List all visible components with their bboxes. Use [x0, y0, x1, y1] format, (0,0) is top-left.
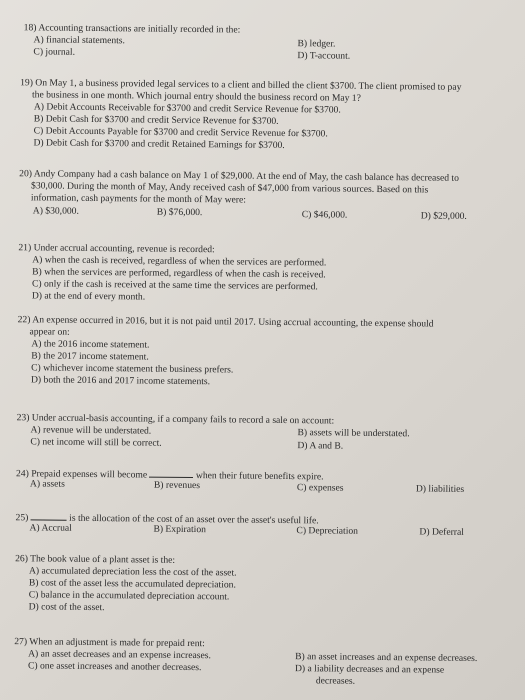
question-18-option-a: A) financial statements.	[33, 34, 126, 47]
question-27-stem: 27) When an adjustment is made for prepaid rent:	[14, 636, 205, 650]
question-25	[15, 510, 505, 543]
question-20-stem-line-3: information, cash payments for the month of May were:	[30, 192, 246, 206]
question-20-option-a: A) $30,000.	[32, 205, 79, 217]
question-25-option-d: D) Deferral	[419, 526, 464, 538]
question-24-answer-blank	[149, 468, 193, 478]
question-20-option-c: C) $46,000.	[301, 209, 348, 221]
question-21	[18, 242, 509, 311]
question-19-option-a: A) Debit Accounts Receivable for $3700 and credit Service Revenue for $3700.	[33, 101, 341, 116]
question-24-option-b: B) revenues	[153, 479, 201, 492]
question-27	[14, 636, 505, 693]
question-23-option-a: A) revenue will be understated.	[30, 424, 152, 437]
question-20	[19, 168, 510, 239]
question-25-answer-blank	[31, 510, 67, 520]
question-24-option-d: D) liabilities	[415, 483, 465, 495]
question-23-option-b: B) assets will be understated.	[297, 427, 410, 440]
question-27-option-d-line-1: D) a liability decreases and an expense	[294, 663, 445, 676]
question-20-stem-line-1: 20) Andy Company had a cash balance on May 1 of $29,000. At the end of May, the cash balance has decreased to	[19, 168, 459, 184]
question-24-option-a: A) assets	[29, 478, 65, 490]
question-22-stem-line-1: 22) An expense occurred in 2016, but it is not paid until 2017. Using accrual accounting, the expense should	[17, 314, 434, 330]
question-23-option-c: C) net income will still be correct.	[30, 436, 162, 449]
question-26-option-c: C) balance in the accumulated depreciation account.	[28, 589, 230, 603]
question-25-option-c: C) Depreciation	[296, 525, 359, 537]
question-24-stem-start: 24) Prepaid expenses will become	[15, 468, 148, 481]
question-23-stem: 23) Under accrual-basis accounting, if a company fails to record a sale on account:	[16, 412, 335, 427]
question-27-option-b: B) an asset increases and an expense decreases.	[295, 651, 478, 665]
question-22-option-d: D) both the 2016 and 2017 income statements.	[30, 374, 211, 388]
question-19-option-b: B) Debit Cash for $3700 and credit Service Revenue for $3700.	[33, 113, 279, 127]
question-22-stem-line-2: appear on:	[29, 326, 70, 338]
question-24	[16, 466, 506, 499]
question-27-option-d-line-2: decreases.	[315, 675, 356, 687]
question-22	[17, 314, 508, 397]
question-25-stem-start: 25)	[15, 512, 29, 524]
question-19-option-c: C) Debit Accounts Payable for $3700 and credit Service Revenue for $3700.	[33, 125, 328, 140]
question-22-option-a: A) the 2016 income statement.	[31, 338, 150, 351]
question-20-stem-line-2: $30,000. During the month of May, Andy received cash of $47,000 from various sources. Based on this	[30, 180, 429, 196]
question-22-option-b: B) the 2017 income statement.	[31, 350, 149, 363]
question-19	[19, 77, 510, 164]
question-18-option-c: C) journal.	[33, 46, 76, 58]
question-24-stem-end: when their future benefits expire.	[195, 470, 324, 483]
question-19-stem-line-1: 19) On May 1, a business provided legal services to a client and billed the client $3700. The client promised to pay	[20, 77, 462, 93]
question-19-option-d: D) Debit Cash for $3700 and credit Retained Earnings for $3700.	[33, 137, 285, 151]
question-23-option-d: D) A and B.	[297, 440, 344, 452]
question-23	[16, 412, 506, 457]
question-18	[23, 22, 503, 77]
question-25-option-a: A) Accrual	[29, 522, 72, 534]
question-25-stem-end: is the allocation of the cost of an asset over the asset's useful life.	[69, 512, 319, 527]
question-20-option-d: D) $29,000.	[420, 210, 467, 222]
question-20-option-b: B) $76,000.	[156, 206, 203, 219]
question-26-option-d: D) cost of the asset.	[28, 601, 105, 614]
question-18-stem: 18) Accounting transactions are initially recorded in the:	[23, 22, 241, 36]
question-26-stem: 26) The book value of a plant asset is the:	[15, 553, 176, 566]
question-19-stem-line-2: the business in one month. Which journal entry should the business record on May 1?	[31, 89, 361, 104]
question-21-option-c: C) only if the cash is received at the same time the services are performed.	[31, 278, 318, 293]
question-25-option-b: B) Expiration	[153, 523, 207, 536]
question-26-option-a: A) accumulated depreciation less the cost of the asset.	[28, 565, 237, 579]
question-26-option-b: B) cost of the asset less the accumulated depreciation.	[28, 577, 236, 591]
question-21-option-b: B) when the services are performed, regardless of when the cash is received.	[32, 266, 326, 281]
question-26	[15, 553, 506, 622]
question-21-stem: 21) Under accrual accounting, revenue is recorded:	[18, 242, 215, 256]
question-18-option-b: B) ledger.	[297, 38, 336, 50]
question-27-option-a: A) an asset decreases and an expense increases.	[28, 648, 211, 662]
question-22-option-c: C) whichever income statement the business prefers.	[31, 362, 234, 376]
question-27-option-c: C) one asset increases and another decreases.	[27, 660, 202, 674]
question-21-option-d: D) at the end of every month.	[31, 290, 146, 303]
question-21-option-a: A) when the cash is received, regardless of when the services are performed.	[32, 254, 327, 269]
question-18-option-d: D) T-account.	[297, 50, 351, 62]
question-24-option-c: C) expenses	[296, 482, 344, 494]
